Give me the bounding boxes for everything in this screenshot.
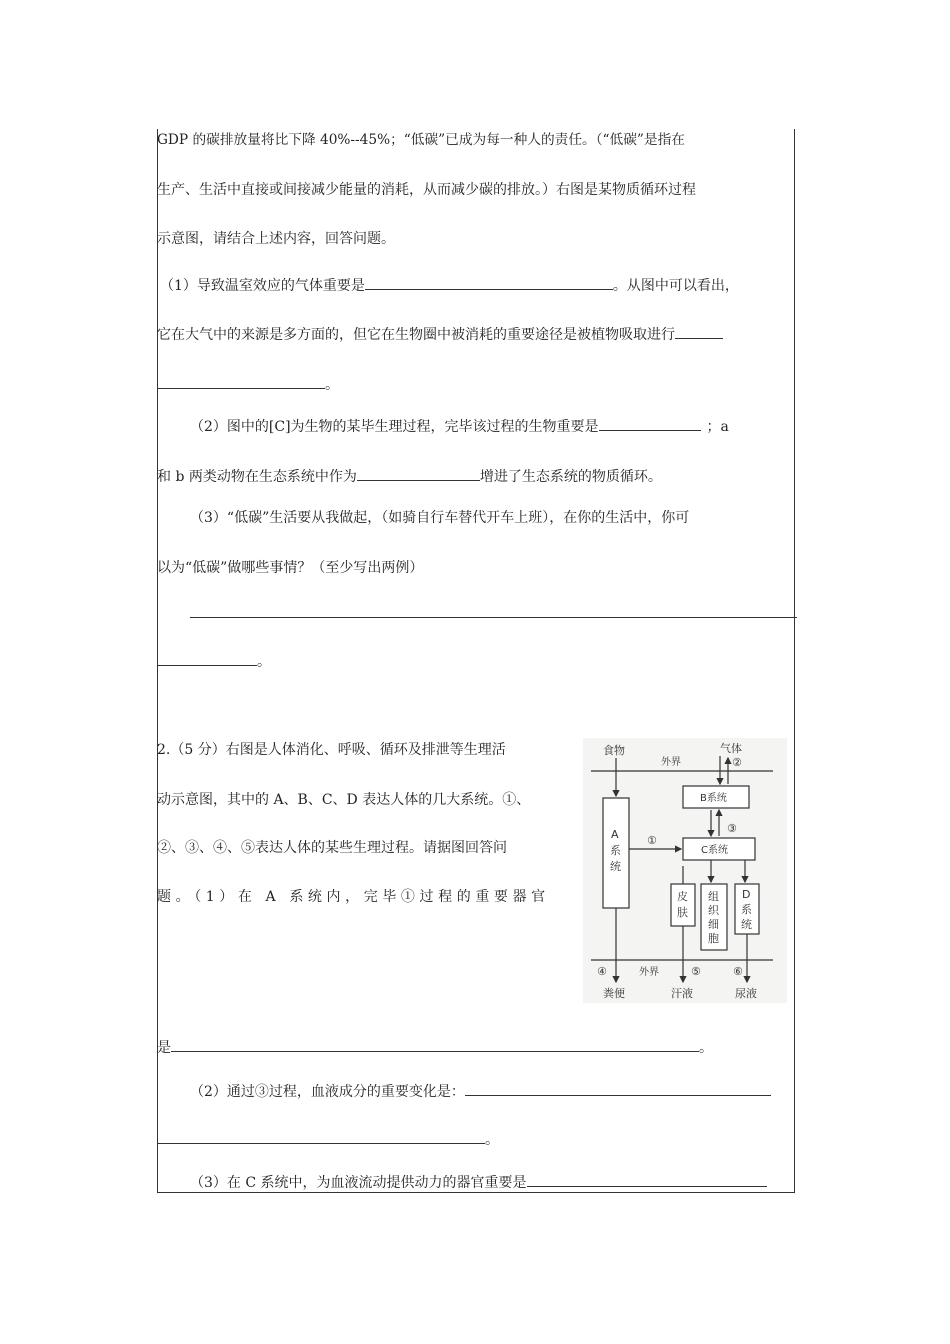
outside-bottom-label: 外界 [639, 967, 659, 978]
q1-part2-text-c: 和 b 两类动物在生态系统中作为 [157, 469, 357, 485]
tissue-char-4: 胞 [708, 932, 719, 945]
tissue-char-1: 组 [708, 890, 719, 903]
q1-line3: 示意图，请结合上述内容，回答问题。 [157, 231, 395, 247]
period: 。 [699, 1040, 713, 1056]
q1-part2-text-d: 增进了生态系统的物质循环。 [479, 469, 662, 485]
period: 。 [325, 377, 339, 393]
q1-part1-line2 [157, 323, 723, 345]
c-system-label: C系统 [701, 845, 728, 856]
answer-blank-pump-organ[interactable] [527, 1171, 767, 1187]
q2-line3: ②、③、④、⑤表达人体的某些生理过程。请据图回答问 [157, 840, 507, 856]
tissue-char-3: 细 [708, 918, 719, 931]
d-system-char-3: 统 [741, 918, 752, 931]
num5-label: ⑤ [691, 965, 701, 978]
a-system-char-2: 系 [610, 844, 621, 857]
num1-label: ① [647, 834, 657, 847]
answer-blank-process[interactable] [675, 323, 723, 339]
q1-part1-line3 [157, 373, 339, 395]
q1-part1-text-b: 。从图中可以看出， [612, 278, 739, 294]
num4-label: ④ [597, 965, 607, 978]
a-system-char-1: A [611, 828, 619, 841]
num3-label: ③ [727, 822, 737, 835]
q1-part1 [160, 274, 739, 296]
feces-label: 粪便 [603, 987, 625, 1000]
answer-blank-organ[interactable] [171, 1036, 699, 1052]
gas-label: 气体 [720, 742, 742, 755]
q2-part3-text: （3）在 C 系统中，为血液流动提供动力的器官重要是 [190, 1175, 527, 1191]
answer-blank-process-cont[interactable] [157, 373, 325, 389]
skin-char-2: 肤 [677, 906, 688, 919]
q2-line5 [157, 1036, 713, 1058]
answer-blank-lowcarbon-cont[interactable] [157, 650, 257, 666]
tissue-char-2: 织 [708, 904, 719, 917]
q1-part2-text-b: ；a [706, 419, 729, 435]
q1-part2 [190, 415, 729, 437]
num6-label: ⑥ [733, 965, 743, 978]
q2-line4: 题。（1）在 A 系统内，完毕①过程的重要器官 [157, 889, 550, 905]
q1-line1: GDP 的碳排放量将比下降 40%--45%；“低碳”已成为每一种人的责任。（“低碳”是指在 [157, 132, 685, 148]
a-system-char-3: 统 [610, 860, 621, 873]
answer-blank-greenhouse-gas[interactable] [365, 274, 613, 290]
q1-part1-text: （1）导致温室效应的气体重要是 [160, 278, 365, 294]
q2-part2-line2 [157, 1128, 499, 1150]
d-system-char-1: D [742, 888, 751, 901]
q2-line1: 2.（5 分）右图是人体消化、呼吸、循环及排泄等生理活 [157, 742, 506, 758]
answer-blank-blood-change[interactable] [465, 1080, 771, 1096]
q1-part3-line4 [157, 650, 271, 672]
q1-part3: （3）“低碳”生活要从我做起，（如骑自行车替代开车上班），在你的生活中，你可 [190, 510, 690, 526]
q1-part1-text-c: 它在大气中的来源是多方面的，但它在生物圈中被消耗的重要途径是被植物吸取进行 [157, 327, 675, 343]
period: 。 [257, 654, 271, 670]
physiology-diagram [583, 738, 787, 1003]
b-system-label: B系统 [700, 793, 727, 804]
q1-part3-line2: 以为“低碳”做哪些事情？（至少写出两例） [157, 560, 424, 576]
q2-part2-text: （2）通过③过程，血液成分的重要变化是： [190, 1084, 465, 1100]
answer-blank-organism[interactable] [599, 415, 701, 431]
q1-part2-line2 [157, 465, 662, 487]
answer-line-lowcarbon[interactable] [190, 617, 797, 618]
food-label: 食物 [603, 744, 625, 757]
outside-top-label: 外界 [661, 757, 681, 768]
num2-label: ② [732, 756, 742, 769]
q1-line2: 生产、生活中直接或间接减少能量的消耗，从而减少碳的排放。）右图是某物质循环过程 [157, 182, 696, 198]
sweat-label: 汗液 [671, 987, 693, 1000]
q1-part2-text: （2）图中的[C]为生物的某毕生理过程，完毕该过程的生物重要是 [190, 419, 599, 435]
q2-part3 [190, 1171, 767, 1193]
urine-label: 尿液 [735, 987, 757, 1000]
period: 。 [485, 1132, 499, 1148]
d-system-char-2: 系 [741, 903, 752, 916]
q2-line5-text: 是 [157, 1040, 171, 1056]
skin-char-1: 皮 [677, 890, 688, 903]
q2-line2: 动示意图，其中的 A、B、C、D 表达人体的几大系统。①、 [157, 792, 531, 808]
answer-blank-blood-change-cont[interactable] [157, 1128, 485, 1144]
answer-blank-role[interactable] [357, 465, 480, 481]
q2-part2 [190, 1080, 771, 1102]
